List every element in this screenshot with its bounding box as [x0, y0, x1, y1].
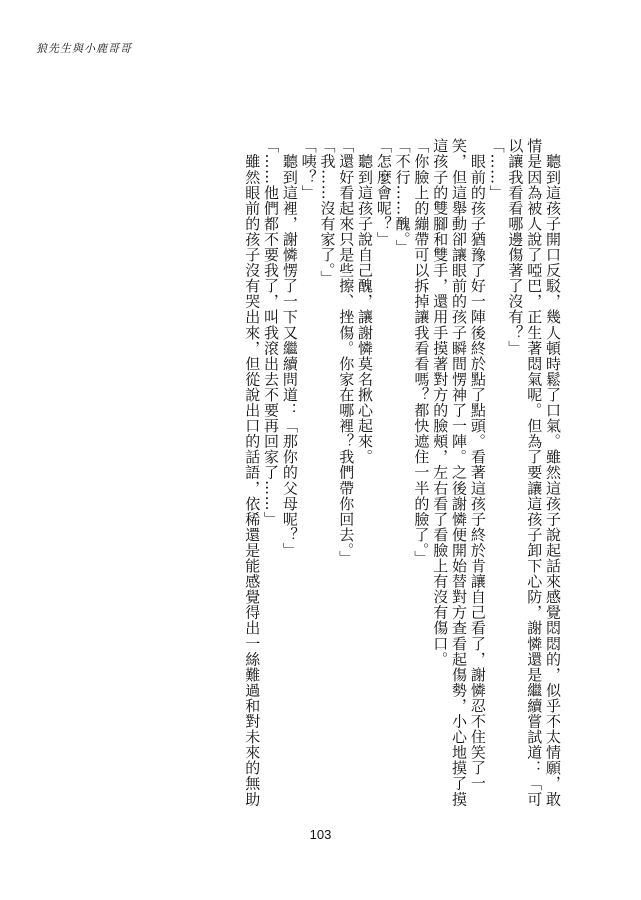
paragraph: 聽到這孩子說自己醜，讓謝憐莫名揪心起來。	[356, 138, 375, 465]
body-text	[92, 138, 562, 818]
paragraph: 「……他們都不要我了，叫我滾出去不要再回家了……」	[262, 138, 281, 527]
page-number: 103	[309, 827, 332, 842]
paragraph: 「我……沒有家了。」	[318, 138, 337, 286]
paragraph: 聽到這裡，謝憐愣了一下又繼續問道：「那你的父母呢？」	[280, 138, 299, 558]
paragraph: 「不行……醜。」	[393, 138, 412, 255]
paragraph: 「怎麼會呢？」	[374, 138, 393, 247]
paragraph: 「咦？」	[299, 138, 318, 201]
paragraph: 「你臉上的繃帶可以拆掉讓我看看嗎？都快遮住一半的臉了。」	[412, 138, 431, 566]
paragraph: 聽到這孩子開口反駁，幾人頓時鬆了口氣。雖然這孩子說起話來感覺悶悶的，似乎不太情願，敢情是因為被人說了啞巴，正生著悶氣呢。但為了要讓這孩子卸下心防，謝憐還是繼續嘗試道：「可以讓我看看哪邊傷著了沒有？」	[506, 138, 562, 807]
paragraph: 眼前的孩子猶豫了好一陣後終於點了點頭。看著這孩子終於肯讓自己看了，謝憐忍不住笑了一笑，但這舉動卻讓眼前的孩子瞬間愣神了一陣。之後謝憐便開始替對方查看起傷勢，小心地摸了摸這孩子的雙腳和雙手，還用手摸著對方的臉頰，左右看了看臉上有沒有傷口。	[431, 138, 487, 807]
paragraph: 「……」	[487, 138, 506, 201]
paragraph: 雖然眼前的孩子沒有哭出來，但從說出口的話語，依稀還是能感覺得出一絲難過和對未來的無助	[243, 138, 262, 807]
paragraph: 「還好看起來只是些擦、挫傷。你家在哪裡？我們帶你回去。」	[337, 138, 356, 566]
running-header: 狼先生與小鹿哥哥	[36, 42, 132, 55]
